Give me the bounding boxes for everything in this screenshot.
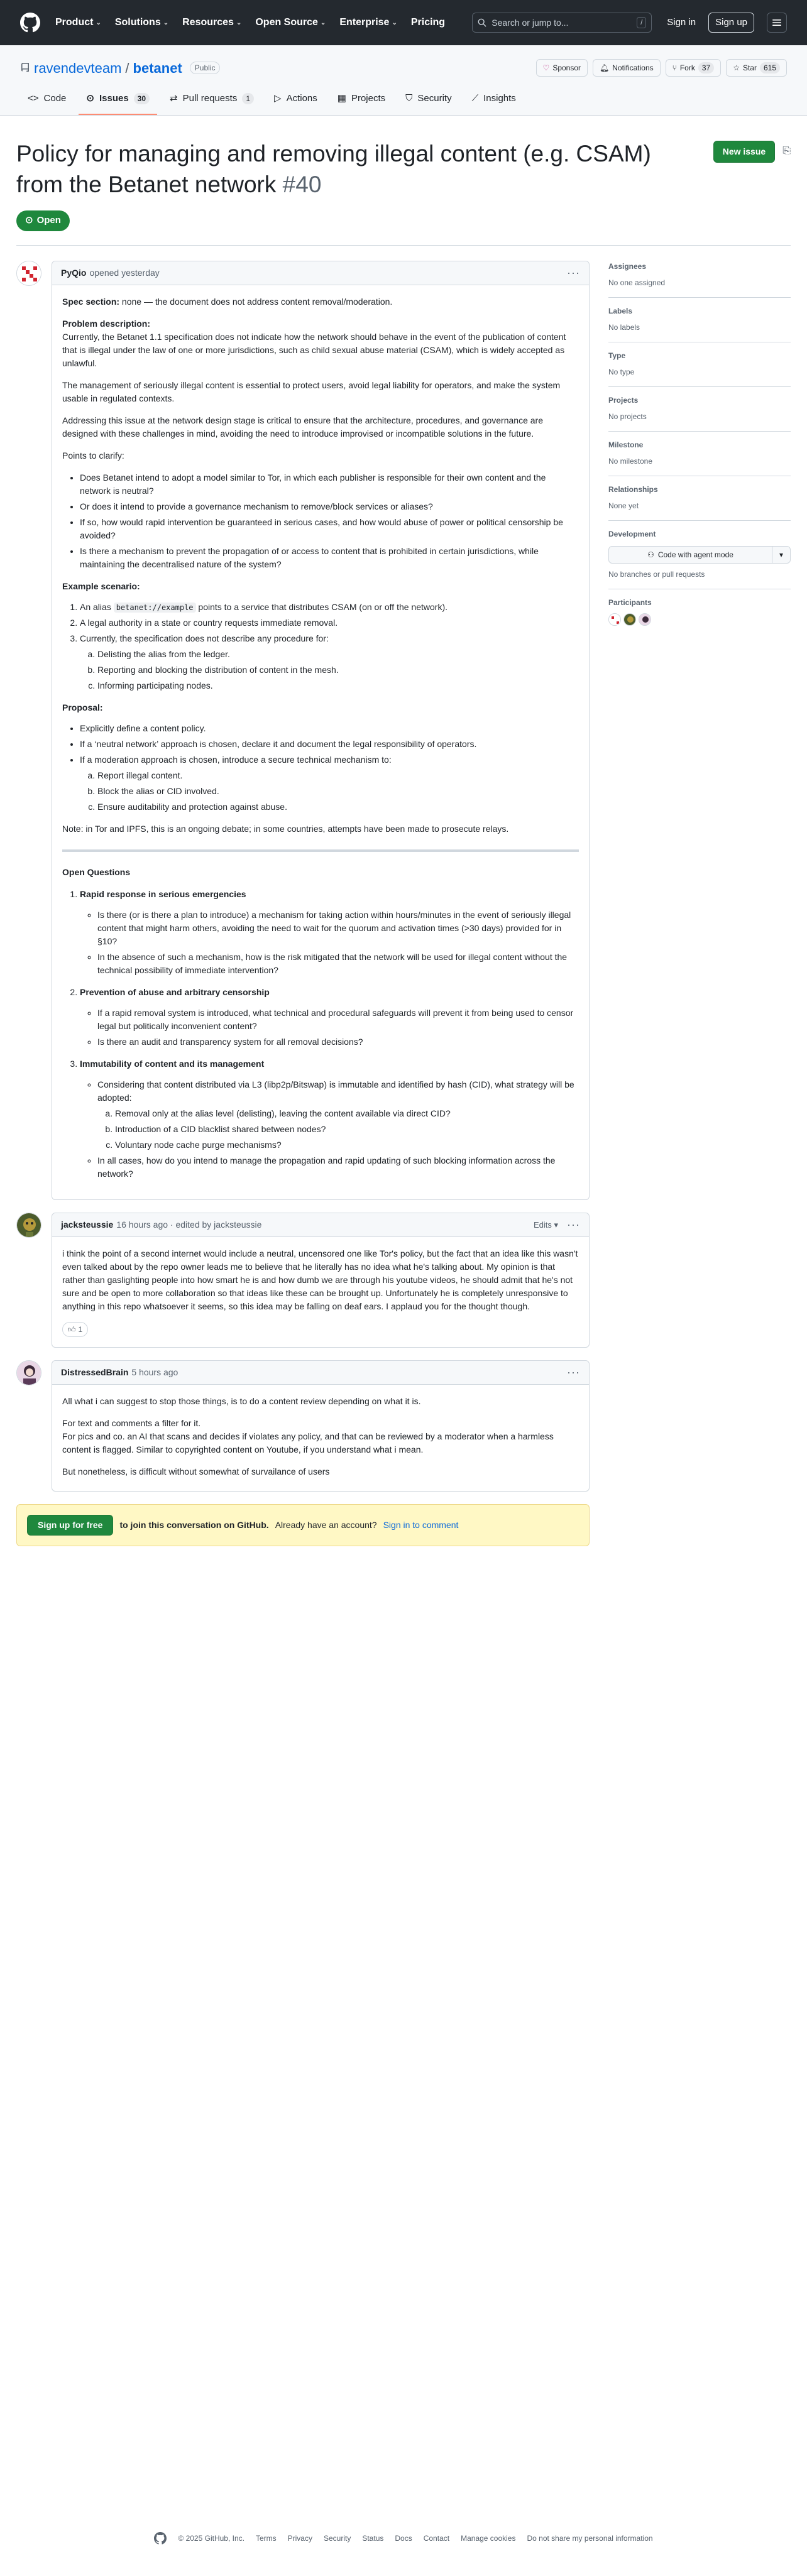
development-section xyxy=(608,521,791,589)
more-options-icon[interactable]: ··· xyxy=(567,266,580,279)
search-placeholder: Search or jump to... xyxy=(491,17,569,28)
sidebar-value: No labels xyxy=(608,322,640,332)
proposal-heading: Proposal: xyxy=(62,702,103,712)
tab-label: Insights xyxy=(483,93,516,104)
more-options-icon[interactable]: ··· xyxy=(567,1218,580,1231)
copilot-icon: ⚇ xyxy=(647,550,654,559)
sub-list xyxy=(97,648,579,692)
footer-link-privacy[interactable]: Privacy xyxy=(287,2534,312,2543)
chevron-down-icon: ⌄ xyxy=(392,19,397,26)
sub-list xyxy=(97,1007,579,1049)
spec-label: Spec section: xyxy=(62,296,120,307)
sponsor-label: Sponsor xyxy=(552,63,581,72)
sub-list xyxy=(97,769,579,814)
list-item: c. Voluntary node cache purge mechanisms? xyxy=(115,1138,579,1152)
text: Currently, the specification does not describe any procedure for: xyxy=(80,633,329,643)
list-item: c. Informing participating nodes. xyxy=(97,679,579,692)
table-icon: ▦ xyxy=(337,93,346,104)
avatar[interactable] xyxy=(16,261,41,286)
tab-security[interactable] xyxy=(398,87,459,115)
list-item xyxy=(80,753,579,814)
list-item: ◦ If a rapid removal system is introduced, what technical and procedural safeguards will prevent it from being used to censor legal but politically inconvenient content? xyxy=(97,1007,579,1033)
participant-avatar[interactable] xyxy=(608,613,621,626)
participants-section xyxy=(608,589,791,635)
relationships-section xyxy=(608,476,791,521)
star-count: 615 xyxy=(760,62,780,74)
sidebar-value: No type xyxy=(608,367,635,376)
issue-title xyxy=(16,138,695,201)
issue-title-text: Policy for managing and removing illegal content (e.g. CSAM) from the Betanet network xyxy=(16,140,651,198)
paragraph: The management of seriously illegal content is essential to protect users, avoid legal liability for operators, and make the system usable in regulated contexts. xyxy=(62,379,561,403)
comment xyxy=(16,1213,590,1348)
nav-pricing[interactable] xyxy=(411,15,445,30)
list-item: • If a ‘neutral network’ approach is chosen, declare it and document the legal responsibility of operators. xyxy=(80,738,579,751)
participant-avatar[interactable] xyxy=(639,613,651,626)
tab-issues[interactable] xyxy=(79,87,157,115)
search-icon xyxy=(478,18,486,27)
issue-header xyxy=(0,116,807,231)
reaction-count: 1 xyxy=(78,1324,83,1334)
sidebar-title: Development xyxy=(608,529,656,538)
paragraph: All what i can suggest to stop those things, is to do a content review depending on what it is. xyxy=(62,1395,421,1406)
heart-icon: ♡ xyxy=(542,63,550,72)
star-button[interactable] xyxy=(726,59,787,77)
visibility-badge: Public xyxy=(190,62,221,74)
sidebar-title: Participants xyxy=(608,598,652,607)
copy-link-icon[interactable]: ⎘ xyxy=(782,146,791,156)
comment-box xyxy=(52,1213,590,1348)
sponsor-button[interactable] xyxy=(536,59,588,77)
sub-list xyxy=(97,909,579,977)
comment-body xyxy=(52,285,589,1199)
points-label: Points to clarify: xyxy=(62,450,124,461)
text: For pics and co. an AI that scans and decides if violates any policy, and that can be reviewed by a moderator when a harmless content is flagged. Similar to copyrighted content on Youtube, if you understand what i mean. xyxy=(62,1431,554,1454)
nav-label: Pricing xyxy=(410,17,446,28)
repo-title xyxy=(20,58,220,79)
chevron-down-icon: ⌄ xyxy=(320,19,326,26)
agent-button-label: Code with agent mode xyxy=(657,550,733,559)
nav-open-source[interactable] xyxy=(255,15,326,30)
nav-label: Enterprise xyxy=(339,17,390,28)
new-issue-button[interactable]: New issue xyxy=(713,141,775,163)
sign-up-button[interactable]: Sign up xyxy=(708,13,754,33)
sidebar-title: Projects xyxy=(608,395,639,405)
paragraph xyxy=(62,1417,579,1456)
fork-button[interactable] xyxy=(666,59,722,77)
chevron-down-icon: ⌄ xyxy=(236,19,242,26)
repo-tabs xyxy=(20,87,787,115)
text: points to a service that distributes CSAM (on or off the network). xyxy=(195,601,448,612)
inline-code: betanet://example xyxy=(114,603,196,613)
tab-label: Security xyxy=(417,93,452,104)
bell-icon: 🔔︎ xyxy=(600,63,610,72)
text: For text and comments a filter for it. xyxy=(62,1417,201,1428)
participant-avatar[interactable] xyxy=(623,613,636,626)
spec-text: none — the document does not address content removal/moderation. xyxy=(119,296,393,307)
nav-label: Product xyxy=(55,17,94,28)
question-title: 1. Rapid response in serious emergencies xyxy=(80,888,246,899)
list-item: c. Ensure auditability and protection against abuse. xyxy=(97,800,579,814)
tab-label: Issues xyxy=(99,93,129,104)
sidebar-value: No projects xyxy=(608,412,647,421)
issue-state-badge xyxy=(16,210,70,231)
comment-box xyxy=(52,261,590,1200)
reaction-button[interactable] xyxy=(62,1322,88,1337)
tab-code[interactable] xyxy=(20,87,74,115)
problem-description xyxy=(62,317,579,370)
spec-section xyxy=(62,295,579,308)
list-item: ◦ Is there an audit and transparency system for all removal decisions? xyxy=(97,1035,579,1049)
comment-meta: 16 hours ago · edited by jacksteussie xyxy=(116,1219,262,1230)
sidebar-title: Labels xyxy=(608,306,633,315)
sign-in-to-comment-link[interactable]: Sign in to comment xyxy=(383,1519,459,1530)
list-item xyxy=(80,986,579,1049)
tab-projects[interactable] xyxy=(330,87,393,115)
sidebar-value: No milestone xyxy=(608,456,653,466)
questions-list xyxy=(80,888,579,1181)
nav-label: Solutions xyxy=(114,17,161,28)
assignees-section xyxy=(608,261,791,298)
issues-count: 30 xyxy=(134,93,150,104)
signup-text: to join this conversation on GitHub. xyxy=(119,1519,269,1530)
comment-body xyxy=(52,1237,589,1347)
scenario-list xyxy=(80,601,579,692)
comment-box xyxy=(52,1360,590,1492)
sidebar-title: Assignees xyxy=(608,261,647,271)
repo-owner-link[interactable]: ravendevteam xyxy=(34,60,122,76)
list-item xyxy=(80,1057,579,1181)
repo-header xyxy=(0,45,807,116)
tab-label: Pull requests xyxy=(182,93,238,104)
footer-link-docs[interactable]: Docs xyxy=(395,2534,412,2543)
github-logo-icon[interactable] xyxy=(154,2532,167,2545)
repo-name-link[interactable]: betanet xyxy=(133,60,182,76)
list-item: a. Delisting the alias from the ledger. xyxy=(97,648,579,661)
comment-meta: opened yesterday xyxy=(89,267,160,278)
graph-icon: ⟋ xyxy=(471,93,479,104)
global-nav xyxy=(55,15,445,30)
tab-pull-requests[interactable] xyxy=(162,87,261,115)
page-footer xyxy=(0,2532,807,2545)
issue-sidebar xyxy=(608,261,791,1546)
fork-icon: ⑂ xyxy=(672,63,677,72)
nav-enterprise[interactable] xyxy=(339,15,397,30)
avatar[interactable] xyxy=(16,1213,41,1238)
notifications-button[interactable] xyxy=(593,59,661,77)
text: An alias xyxy=(80,601,114,612)
avatar[interactable] xyxy=(16,1360,41,1385)
sidebar-value: No one assigned xyxy=(608,278,666,287)
chevron-down-icon: ⌄ xyxy=(163,19,169,26)
chevron-down-icon: ▾ xyxy=(554,1220,559,1230)
sub-list xyxy=(115,1107,579,1152)
divider xyxy=(62,849,579,852)
notifications-label: Notifications xyxy=(612,63,654,72)
edits-dropdown[interactable] xyxy=(534,1219,558,1231)
more-options-icon[interactable]: ··· xyxy=(567,1365,580,1378)
footer-link-security[interactable]: Security xyxy=(323,2534,351,2543)
sidebar-value: No branches or pull requests xyxy=(608,569,705,579)
code-with-agent-button[interactable] xyxy=(608,546,791,564)
list-item xyxy=(80,632,579,692)
list-item: b. Reporting and blocking the distribution of content in the mesh. xyxy=(97,663,579,677)
issue-opened-icon: ⊙ xyxy=(86,93,94,104)
issue-layout xyxy=(0,246,807,1546)
list-item xyxy=(80,601,579,614)
chevron-down-icon: ⌄ xyxy=(96,19,101,26)
repo-icon xyxy=(20,63,30,73)
hamburger-icon xyxy=(772,18,782,28)
issue-state-label: Open xyxy=(36,215,61,226)
sidebar-title: Milestone xyxy=(608,440,644,449)
comment-header xyxy=(52,261,589,285)
list-item: 2. A legal authority in a state or country requests immediate removal. xyxy=(80,616,579,630)
signup-prompt xyxy=(16,1504,590,1546)
question-title: 2. Prevention of abuse and arbitrary censorship xyxy=(80,986,270,997)
menu-button[interactable] xyxy=(767,13,787,33)
fork-count: 37 xyxy=(698,62,714,74)
footer-link-terms[interactable]: Terms xyxy=(255,2534,277,2543)
list-item: b. Introduction of a CID blacklist shared between nodes? xyxy=(115,1123,579,1136)
sidebar-title: Relationships xyxy=(608,484,658,494)
comment-text: i think the point of a second internet would include a neutral, uncensored one like Tor's policy, but the fact that an idea like this wasn't even talked about by the repo owner leads me to believe that he literally has no idea what he's talking about. My opinion is that rather than gaslighting people into how smart he is and how dumb we are through his youtube videos, he should admit that he's not sure and be open to more collaboration so that ideas like these can be brought up. Unfortunately he is completely unresponsive to anything in this repo whatsoever it seems, so this idea may be falling on deaf ears. I applaud you for the thought though. xyxy=(62,1248,578,1311)
nav-product[interactable] xyxy=(55,15,101,30)
global-header xyxy=(0,0,807,45)
text: Considering that content distributed via L3 (libp2p/Bitswap) is immutable and identified by hash (CID), what strategy will be adopted: xyxy=(97,1079,574,1103)
list-item: • Or does it intend to provide a governance mechanism to remove/block services or aliases? xyxy=(80,500,579,513)
list-item: • Does Betanet intend to adopt a model similar to Tor, in which each publisher is responsible for their own content and the network is neutral? xyxy=(80,471,579,498)
footer-link-contact[interactable]: Contact xyxy=(423,2534,450,2543)
problem-label: Problem description: xyxy=(62,318,151,329)
list-item: • Is there a mechanism to prevent the propagation of or access to content that is prohibited in certain jurisdictions, while maintaining the decentralised nature of the system? xyxy=(80,545,579,571)
comment-author[interactable]: PyQio xyxy=(61,267,87,278)
fork-label: Fork xyxy=(679,63,695,72)
list-item: ◦ In the absence of such a mechanism, how is the risk mitigated that the network will be used for illegal content without the technical possibility of immediate intervention? xyxy=(97,951,579,977)
tab-insights[interactable] xyxy=(464,87,524,115)
already-account-text: Already have an account? xyxy=(275,1519,377,1530)
note: Note: in Tor and IPFS, this is an ongoing debate; in some countries, attempts have been made to prosecute relays. xyxy=(62,823,509,834)
question-title: 3. Immutability of content and its management xyxy=(80,1058,265,1069)
milestone-section xyxy=(608,432,791,476)
search-input[interactable] xyxy=(472,13,652,33)
proposal-list xyxy=(80,722,579,814)
problem-text: Currently, the Betanet 1.1 specification does not indicate how the network should behave in the event of the publication of content that is illegal under the law of one or more jurisdictions, such as child sexual abuse material (CSAM), which is widely accepted as unlawful. xyxy=(62,331,566,368)
sub-list xyxy=(97,1078,579,1181)
comment xyxy=(16,1360,590,1492)
nav-label: Open Source xyxy=(255,17,318,28)
issue-timeline xyxy=(16,261,590,1546)
list-item: ◦ In all cases, how do you intend to manage the propagation and rapid updating of such blocking information across the network? xyxy=(97,1154,579,1181)
star-label: Star xyxy=(742,63,757,72)
tab-actions[interactable] xyxy=(266,87,325,115)
list-item: ◦ Is there (or is there a plan to introduce) a mechanism for taking action within hours/minutes in the event of seriously illegal content that might harm others, avoiding the need to wait for the quorum and activation times (>30 days) provided for in §10? xyxy=(97,909,579,948)
footer-link-manage-cookies[interactable]: Manage cookies xyxy=(461,2534,516,2543)
github-logo-icon[interactable] xyxy=(20,13,40,33)
tab-label: Code xyxy=(43,93,67,104)
issue-body-comment xyxy=(16,261,590,1200)
projects-section xyxy=(608,387,791,432)
sidebar-value: None yet xyxy=(608,501,639,510)
list-item: b. Block the alias or CID involved. xyxy=(97,785,579,798)
points-list xyxy=(80,471,579,571)
chevron-down-icon[interactable]: ▾ xyxy=(779,550,784,559)
star-icon: ☆ xyxy=(733,63,740,72)
list-item: a. Removal only at the alias level (delisting), leaving the content available via direct CID? xyxy=(115,1107,579,1120)
comment-meta: 5 hours ago xyxy=(131,1367,178,1377)
copyright: © 2025 GitHub, Inc. xyxy=(178,2534,244,2543)
nav-solutions[interactable] xyxy=(115,15,168,30)
list-item xyxy=(80,888,579,977)
repo-separator: / xyxy=(125,60,129,76)
pull-request-icon: ⇄ xyxy=(170,93,178,104)
open-questions-heading: Open Questions xyxy=(62,866,131,877)
footer-link-do-not-share[interactable]: Do not share my personal information xyxy=(527,2534,653,2543)
paragraph: Addressing this issue at the network design stage is critical to ensure that the architecture, procedures, and governance are designed with these challenges in mind, avoiding the need to introduce improvised or incompatible solutions in the future. xyxy=(62,415,543,439)
comment-author[interactable]: DistressedBrain xyxy=(61,1367,129,1377)
issue-opened-icon: ⊙ xyxy=(25,215,33,226)
list-item: • If so, how would rapid intervention be guaranteed in serious cases, and how would abuse of power or political censorship be avoided? xyxy=(80,516,579,542)
nav-resources[interactable] xyxy=(182,15,241,30)
play-icon: ▷ xyxy=(274,93,282,104)
sign-up-for-free-button[interactable]: Sign up for free xyxy=(27,1515,113,1536)
nav-label: Resources xyxy=(182,17,234,28)
tab-label: Projects xyxy=(351,93,386,104)
comment-body xyxy=(52,1385,589,1491)
comment-author[interactable]: jacksteussie xyxy=(61,1219,114,1230)
shield-icon: ⛉ xyxy=(405,93,413,104)
comment-header xyxy=(52,1213,589,1237)
type-section xyxy=(608,342,791,387)
search-shortcut-key: / xyxy=(637,17,646,29)
issue-number: #40 xyxy=(282,172,322,198)
list-item: • Explicitly define a content policy. xyxy=(80,722,579,735)
list-item xyxy=(97,1078,579,1152)
scenario-heading: Example scenario: xyxy=(62,581,140,591)
code-icon: <> xyxy=(28,93,39,104)
sign-in-link[interactable]: Sign in xyxy=(667,16,696,28)
edits-label: Edits xyxy=(533,1220,552,1230)
sidebar-title: Type xyxy=(608,351,626,360)
labels-section xyxy=(608,298,791,342)
text: If a moderation approach is chosen, introduce a secure technical mechanism to: xyxy=(80,754,392,765)
pr-count: 1 xyxy=(242,93,254,104)
list-item: a. Report illegal content. xyxy=(97,769,579,782)
tab-label: Actions xyxy=(286,93,317,104)
comment-header xyxy=(52,1361,589,1385)
thumbs-up-icon: 👍︎ xyxy=(68,1324,76,1334)
paragraph: But nonetheless, is difficult without somewhat of survailance of users xyxy=(62,1466,330,1476)
footer-link-status[interactable]: Status xyxy=(362,2534,384,2543)
